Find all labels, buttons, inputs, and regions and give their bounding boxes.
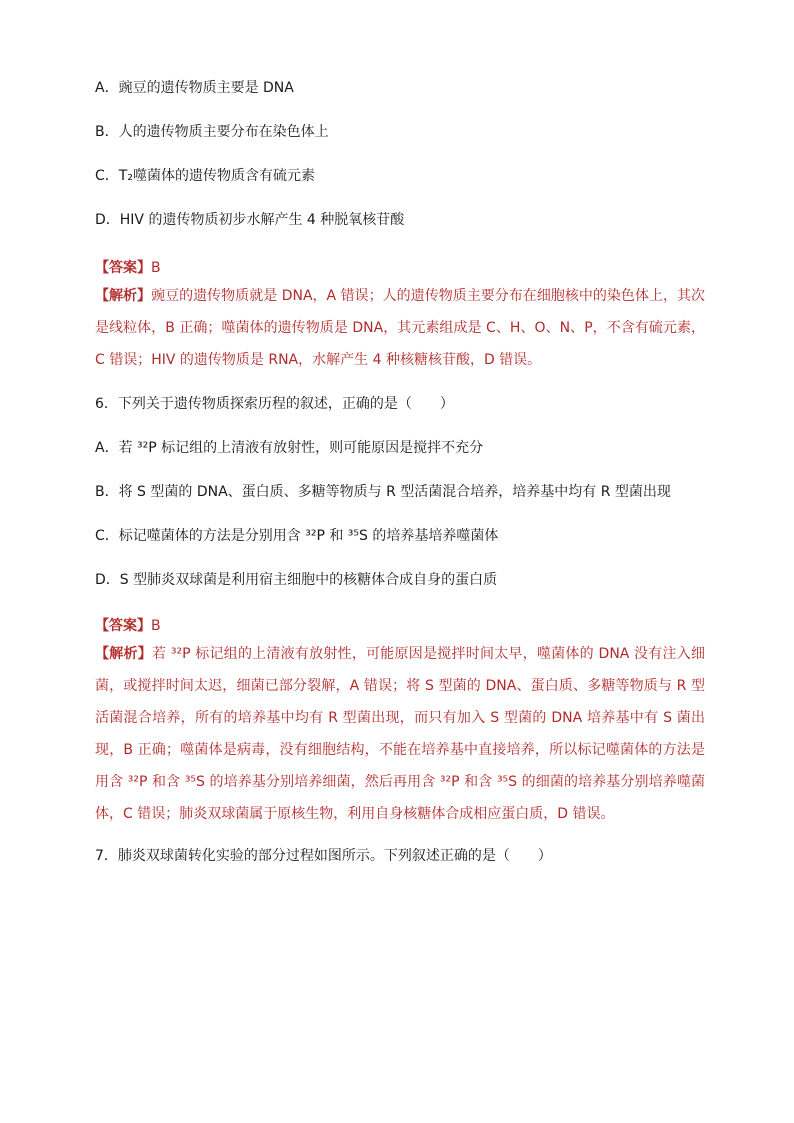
q6-option-d: D．S 型肺炎双球菌是利用宿主细胞中的核糖体合成自身的蛋白质 [95, 572, 498, 588]
q5-answer-label: 【答案】 [95, 260, 151, 276]
q6-explanation [95, 638, 705, 830]
q5-explanation-label: 【解析】 [95, 288, 152, 304]
q5-option-c: C．T₂噬菌体的遗传物质含有硫元素 [95, 168, 315, 184]
q6-answer-label: 【答案】 [95, 618, 151, 634]
q7-stem: 7．肺炎双球菌转化实验的部分过程如图所示。下列叙述正确的是（ ） [95, 848, 552, 864]
q6-explanation-label: 【解析】 [95, 646, 152, 662]
q5-option-b: B．人的遗传物质主要分布在染色体上 [95, 124, 329, 140]
q6-option-c: C．标记噬菌体的方法是分别用含 ³²P 和 ³⁵S 的培养基培养噬菌体 [95, 528, 499, 544]
q6-explanation-text: 若 ³²P 标记组的上清液有放射性，可能原因是搅拌时间太早，噬菌体的 DNA 没有注入细菌，或搅拌时间太迟，细菌已部分裂解，A 错误；将 S 型菌的 DNA、蛋白质、多糖等物质与 R 型活菌混合培养，所有的培养基中均有 R 型菌出现，而只有加入 S 型菌的 DNA 培养基中有 S 菌出现，B 正确；噬菌体是病毒，没有细胞结构，不能在培养基中直接培养，所以标记噬菌体的方法是用含 ³²P 和含 ³⁵S 的培养基分别培养细菌，然后再用含 ³²P 和含 ³⁵S 的细菌的培养基分别培养噬菌体，C 错误；肺炎双球菌属于原核生物，利用自身核糖体合成相应蛋白质，D 错误。 [95, 646, 706, 822]
question-7 [95, 844, 705, 868]
question-5 [95, 76, 705, 376]
question-6 [95, 392, 705, 830]
q6-answer-value: B [151, 618, 161, 634]
q5-explanation-text: 豌豆的遗传物质就是 DNA，A 错误；人的遗传物质主要分布在细胞核中的染色体上，其次是线粒体，B 正确；噬菌体的遗传物质是 DNA，其元素组成是 C、H、O、N、P，不含有硫元素，C 错误；HIV 的遗传物质是 RNA，水解产生 4 种核糖核苷酸，D 错误。 [95, 288, 706, 368]
q6-option-b: B．将 S 型菌的 DNA、蛋白质、多糖等物质与 R 型活菌混合培养，培养基中均有 R 型菌出现 [95, 484, 671, 500]
q5-explanation [95, 280, 705, 376]
document-page [95, 76, 705, 868]
q5-option-d: D．HIV 的遗传物质初步水解产生 4 种脱氧核苷酸 [95, 212, 405, 228]
q5-answer [95, 256, 705, 280]
q5-answer-value: B [151, 260, 161, 276]
q6-stem: 6．下列关于遗传物质探索历程的叙述，正确的是（ ） [95, 396, 454, 412]
q6-answer [95, 614, 705, 638]
q5-option-a: A．豌豆的遗传物质主要是 DNA [95, 80, 294, 96]
q6-option-a: A．若 ³²P 标记组的上清液有放射性，则可能原因是搅拌不充分 [95, 440, 484, 456]
